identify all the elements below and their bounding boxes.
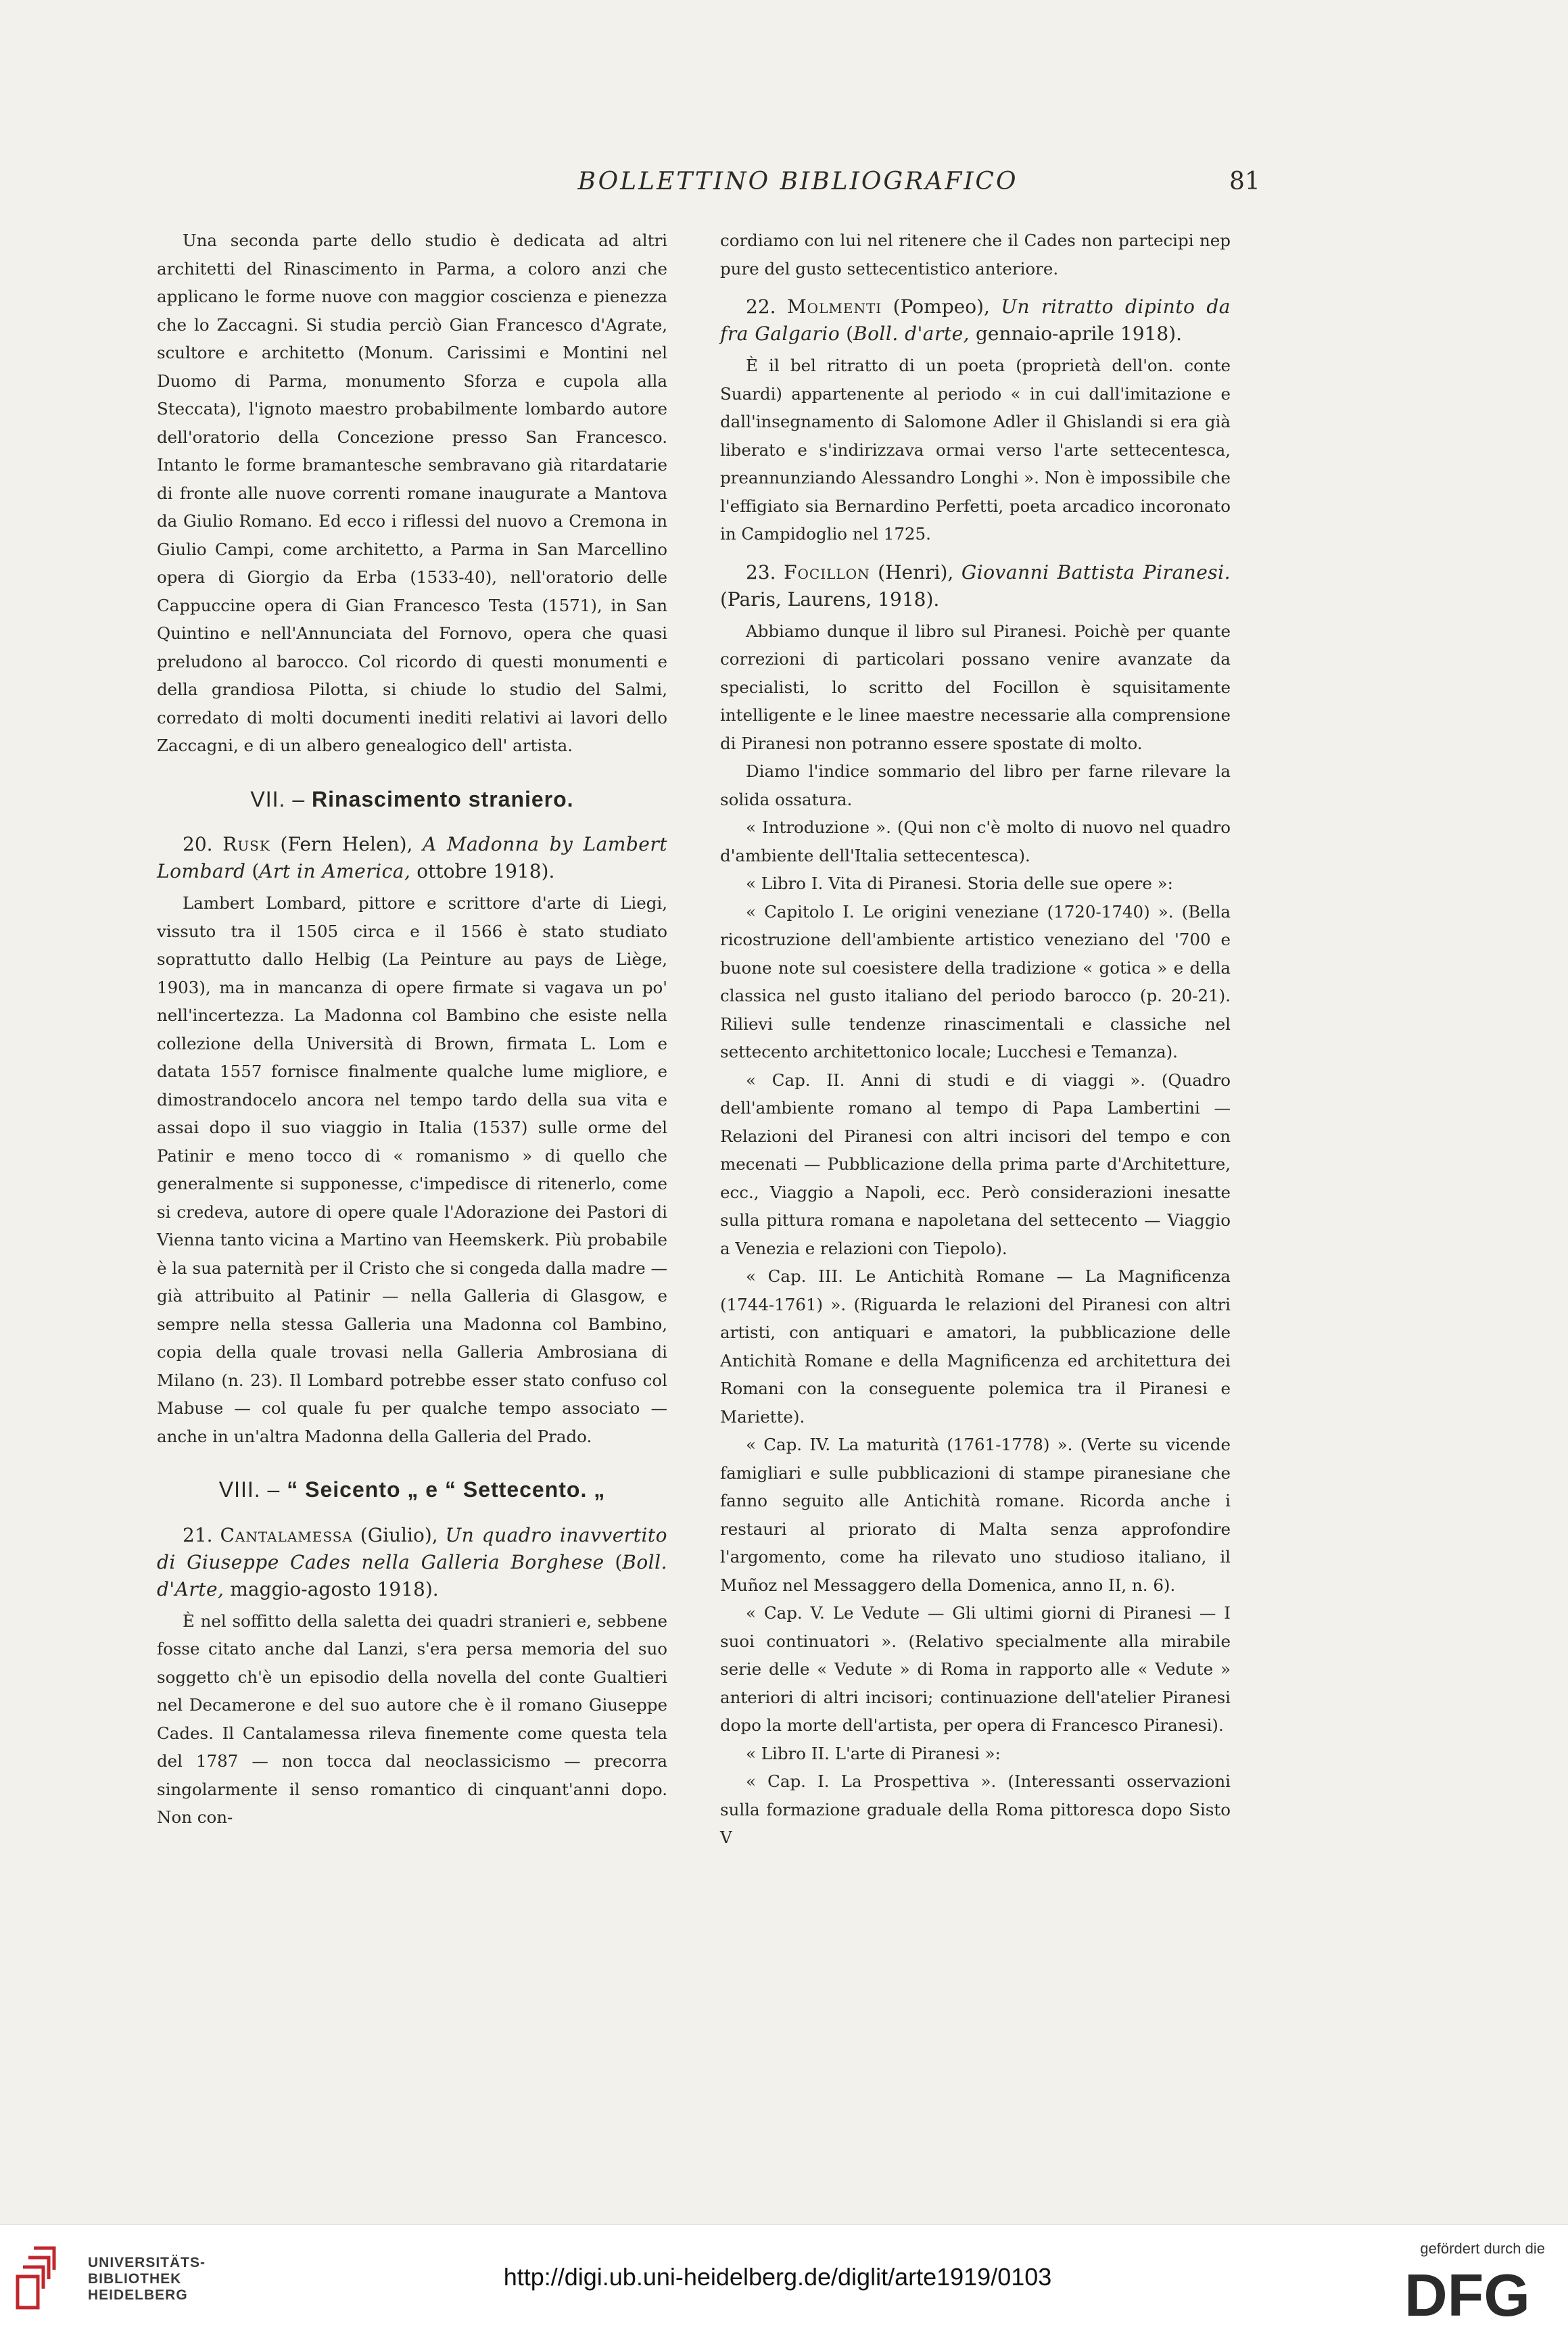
- dfg-logo-icon: [1389, 2266, 1545, 2322]
- paragraph: Abbiamo dunque il libro sul Piranesi. Poichè per quante correzioni di particolari possano venire avanzate da specialisti, lo scritto del Focillon è squisitamente intelligente e le linee maestre necessarie alla comprensione di Piranesi non potranno essere spostate di molto.: [720, 621, 1231, 753]
- section-title: Rinascimento straniero.: [312, 786, 574, 811]
- entry-punct: (: [604, 1550, 623, 1573]
- entry-number: 23.: [746, 561, 776, 583]
- paragraph: « Cap. I. La Prospettiva ». (Interessanti osservazioni sulla formazione graduale della Roma pittoresca dopo Sisto V: [720, 1771, 1231, 1847]
- entry-author: Focillon: [784, 561, 870, 583]
- paragraph: Lambert Lombard, pittore e scrittore d'arte di Liegi, vissuto tra il 1505 circa e il 1566 è stato studiato soprattutto dallo Helbig (La Peinture au pays de Liège, 1903), ma in mancanza di opere firmate si vagava un po' nell'incertezza. La Madonna col Bambino che esiste nella collezione della Università di Brown, firmata L. Lom e datata 1557 fornisce finalmente qualche lume migliore, e dimostrandocelo ancora nel tempo tardo della sua vita e assai dopo il suo viaggio in Italia (1537) sulle orme del Patinir e meno tocco di « romanismo » di quello che generalmente si supponesse, c'impedisce di ritenerlo, come si credeva, autore di opere quale l'Adorazione dei Pastori di Vienna tanto vicina a Martino van Heemskerk. Più probabile è la sua paternità per il Cristo che si congeda dalla madre — già attribuito al Patinir — nella Galleria di Glasgow, e sempre nella stessa Galleria una Madonna col Bambino, copia della quale trovasi nella Galleria Ambrosiana di Milano (n. 23). Il Lombard potrebbe esser stato confuso col Mabuse — col quale fu per qualche tempo associato — anche in un'altra Madonna della Galleria del Prado.: [157, 893, 667, 1446]
- paragraph: È nel soffitto della saletta dei quadri stranieri e, sebbene fosse citato anche dal Lanzi, s'era persa memoria del suo soggetto ch'è un episodio della novella del conte Gualtieri nel Decamerone e del suo autore che è il romano Giuseppe Cades. Il Cantalamessa rileva finemente come questa tela del 1787 — non tocca dal neoclassicismo — precorra singolarmente il senso romantico di cinquant'anni dopo. Non con-: [157, 1611, 667, 1827]
- funder-caption: gefördert durch die: [1420, 2240, 1545, 2257]
- entry-author-detail: (Pompeo),: [882, 295, 1001, 318]
- section-title: “ Seicento „ e “ Settecento. „: [287, 1477, 606, 1502]
- university-library-logo-icon: [14, 2243, 78, 2313]
- entry-work-title: A Madonna by Lambert Lombard: [157, 833, 668, 882]
- entry-author: Molmenti: [787, 295, 882, 318]
- library-name-line: BIBLIOTHEK: [88, 2271, 182, 2287]
- paragraph: « Cap. V. Le Vedute — Gli ultimi giorni di Piranesi — I suoi continuatori ». (Relativo specialmente alla mirabile serie delle « Vedute » di Roma in rapporto alle « Vedute » anteriori di altri incisori; continuazione dell'atelier Piranesi dopo la morte dell'artista, per opera di Francesco Piranesi).: [720, 1603, 1231, 1735]
- section-number: VIII. –: [218, 1477, 287, 1502]
- section-number: VII. –: [250, 786, 312, 811]
- entry-number: 20.: [183, 833, 213, 855]
- entry-author-detail: (Henri),: [870, 561, 961, 583]
- paragraph: cordiamo con lui nel ritenere che il Cades non partecipi nep pure del gusto settecentistico anteriore.: [720, 231, 1231, 279]
- entry-journal: Boll. d'Arte,: [157, 1550, 667, 1600]
- digital-copy-link[interactable]: http://digi.ub.uni-heidelberg.de/diglit/arte1919/0103: [503, 2263, 1052, 2291]
- right-column: [720, 227, 1231, 1852]
- paragraph: È il bel ritratto di un poeta (proprietà dell'on. conte Suardi) appartenente al periodo « in cui dall'imitazione e dall'insegnamento di Salomone Adler il Ghislandi si era già liberato e s'indirizzava ormai verso l'arte settecentesca, preannunziando Alessandro Longhi ». Non è impossibile che l'effigiato sia Bernardino Perfetti, poeta arcadico incoronato in Campidoglio nel 1725.: [720, 356, 1231, 544]
- bibliography-entry-23: [720, 559, 1231, 613]
- entry-author-detail: (Giulio),: [352, 1523, 446, 1546]
- entry-author: Cantalamessa: [220, 1523, 353, 1546]
- page-number: 81: [1229, 168, 1260, 195]
- entry-journal: Art in America,: [259, 860, 411, 882]
- left-column: [157, 227, 667, 1832]
- footer-bar: [0, 2224, 1568, 2336]
- library-name-line: UNIVERSITÄTS-: [88, 2255, 206, 2270]
- entry-number: 22.: [746, 295, 776, 318]
- bibliography-entry-22: [720, 293, 1231, 348]
- entry-number: 21.: [183, 1523, 213, 1546]
- paragraph: Una seconda parte dello studio è dedicata ad altri architetti del Rinascimento in Parma, a coloro anzi che applicano le forme nuove con maggior coscienza e pienezza che lo Zaccagni. Si studia perciò Gian Francesco d'Agrate, scultore e architetto (Monum. Carissimi e Montini nel Duomo di Parma, monumento Sforza e cupola alla Steccata), l'ignoto maestro probabilmente lombardo autore dell'oratorio della Concezione presso San Francesco. Intanto le forme bramantesche sembravano già ritardatarie di fronte alle nuove correnti romane inaugurate a Mantova da Giulio Romano. Ed ecco i riflessi del nuovo a Cremona in Giulio Campi, come architetto, a Parma in San Marcellino opera di Giorgio da Erba (1533-40), nell'oratorio delle Cappuccine opera di Gian Francesco Testa (1571), in San Quintino e nell'Annunciata del Fornovo, opera che quasi preludono al barocco. Col ricordo di questi monumenti e della grandiosa Pilotta, si chiude lo studio del Salmi, corredato di molti documenti inediti relativi ai lavori dello Zaccagni, e di un albero genealogico dell' artista.: [157, 231, 667, 755]
- entry-work-title: Un quadro inavvertito di Giuseppe Cades nella Galleria Borghese: [157, 1523, 668, 1573]
- paragraph: « Libro II. L'arte di Piranesi »:: [746, 1743, 1001, 1763]
- paragraph: « Libro I. Vita di Piranesi. Storia delle sue opere »:: [746, 874, 1173, 893]
- library-name-line: HEIDELBERG: [88, 2287, 188, 2303]
- paragraph: « Cap. III. Le Antichità Romane — La Magnificenza (1744-1761) ». (Riguarda le relazioni del Piranesi con altri artisti, con antiquari e amatori, la pubblicazione delle Antichità Romane e della Magnificenza ed architettura dei Romani con la conseguente polemica tra il Piranesi e Mariette).: [720, 1266, 1231, 1427]
- university-library-name: [88, 2255, 206, 2304]
- paragraph: Diamo l'indice sommario del libro per farne rilevare la solida ossatura.: [720, 761, 1231, 809]
- entry-punct: (Paris, Laurens, 1918).: [720, 588, 940, 611]
- entry-date: ottobre 1918).: [410, 860, 555, 882]
- section-heading-vii: [157, 786, 667, 814]
- entry-punct: (: [840, 323, 853, 345]
- paragraph: « Capitolo I. Le origini veneziane (1720-1740) ». (Bella ricostruzione dell'ambiente artistico veneziano del '700 e buone note sul coesistere della tradizione « gotica » e della classica nel gusto italiano del periodo barocco (p. 20-21). Rilievi sulle tendenze rinascimentali e classiche nel settecento architettonico locale; Lucchesi e Temanza).: [720, 901, 1231, 1062]
- running-title: BOLLETTINO BIBLIOGRAFICO: [577, 168, 1018, 195]
- entry-work-title: Un ritratto dipinto da fra Galgario: [720, 295, 1231, 345]
- bibliography-entry-20: [157, 831, 667, 885]
- entry-date: maggio-agosto 1918).: [224, 1577, 439, 1600]
- paragraph: « Cap. II. Anni di studi e di viaggi ». (Quadro dell'ambiente romano al tempo di Papa Lambertini — Relazioni del Piranesi con altri incisori del tempo e con mecenati — Pubblicazione della prima parte d'Architetture, ecc., Viaggio a Napoli, ecc. Però considerazioni inesatte sulla pittura romana e napoletana del settecento — Viaggio a Venezia e relazioni con Tiepolo).: [720, 1070, 1231, 1258]
- paragraph: « Introduzione ». (Qui non c'è molto di nuovo nel quadro d'ambiente dell'Italia settecentesca).: [720, 817, 1231, 865]
- entry-punct: (: [245, 860, 260, 882]
- entry-author: Rusk: [222, 833, 270, 855]
- paragraph: « Cap. IV. La maturità (1761-1778) ». (Verte su vicende famigliari e sulle pubblicazioni di stampe piranesiane che fanno seguito alle Antichità romane. Ricorda anche i restauri al priorato di Malta senza approfondire l'argomento, come ha rilevato uno studioso italiano, il Muñoz nel Messaggero della Domenica, anno II, n. 6).: [720, 1435, 1231, 1595]
- entry-author-detail: (Fern Helen),: [270, 833, 423, 855]
- entry-date: gennaio-aprile 1918).: [970, 323, 1182, 345]
- dfg-logo-text: DFG: [1404, 2266, 1530, 2322]
- section-heading-viii: [157, 1476, 667, 1504]
- entry-work-title: Giovanni Battista Piranesi.: [961, 561, 1231, 583]
- entry-journal: Boll. d'arte,: [853, 323, 970, 345]
- bibliography-entry-21: [157, 1522, 667, 1603]
